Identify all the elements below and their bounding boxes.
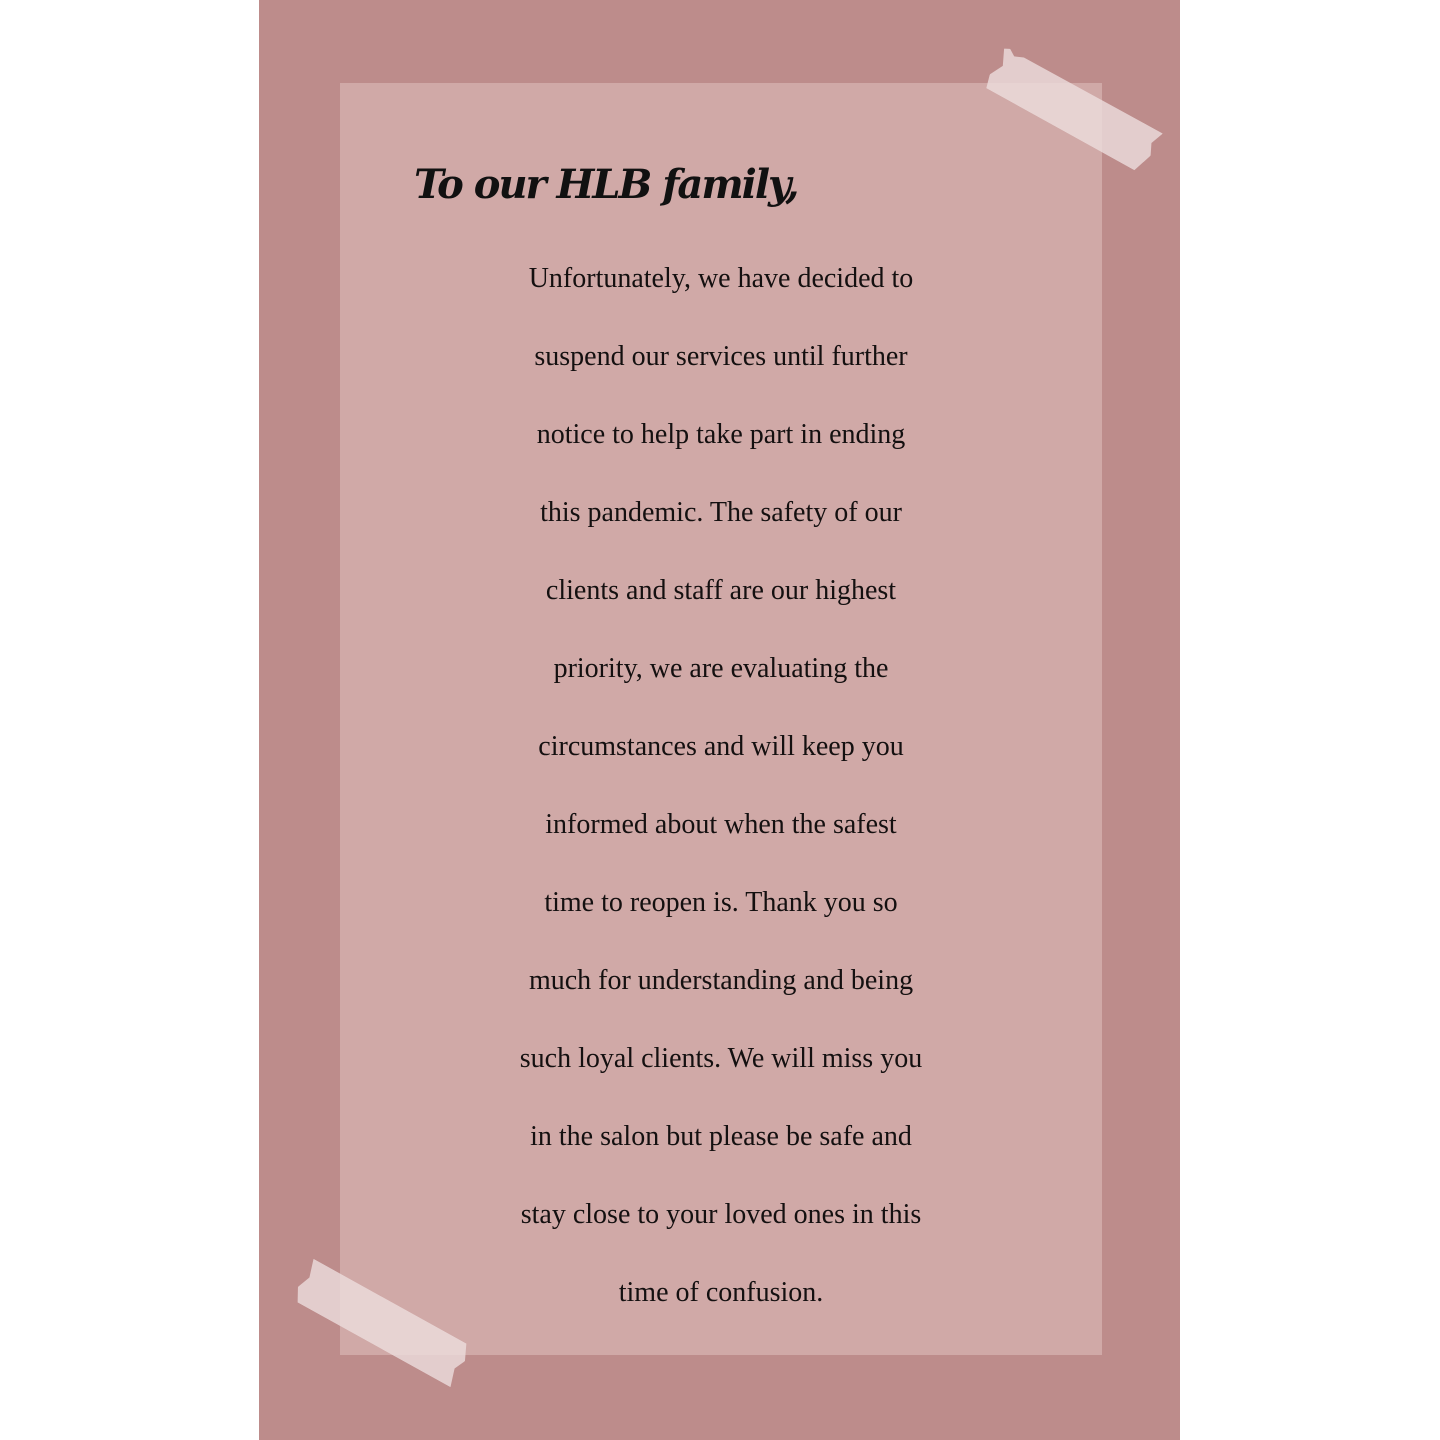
notice-line: informed about when the safest (545, 809, 897, 840)
notice-line: clients and staff are our highest (545, 575, 897, 606)
notice-line: Unfortunately, we have decided to (528, 263, 914, 294)
notice-line: stay close to your loved ones in this (520, 1199, 922, 1230)
notice-line: priority, we are evaluating the (553, 653, 889, 684)
notice-body (340, 240, 1102, 1332)
notice-line: such loyal clients. We will miss you (519, 1043, 923, 1074)
notice-line: in the salon but please be safe and (530, 1121, 912, 1152)
notice-line: suspend our services until further (534, 341, 908, 372)
greeting-heading: To our HLB family, (414, 161, 798, 208)
notice-line: time to reopen is. Thank you so (544, 887, 898, 918)
notice-line: notice to help take part in ending (536, 419, 906, 450)
notice-line: circumstances and will keep you (538, 731, 904, 762)
notice-line: time of confusion. (618, 1277, 824, 1308)
pink-card (259, 0, 1180, 1440)
paper-note (340, 83, 1102, 1355)
notice-line: this pandemic. The safety of our (540, 497, 902, 528)
notice-line: much for understanding and being (528, 965, 914, 996)
